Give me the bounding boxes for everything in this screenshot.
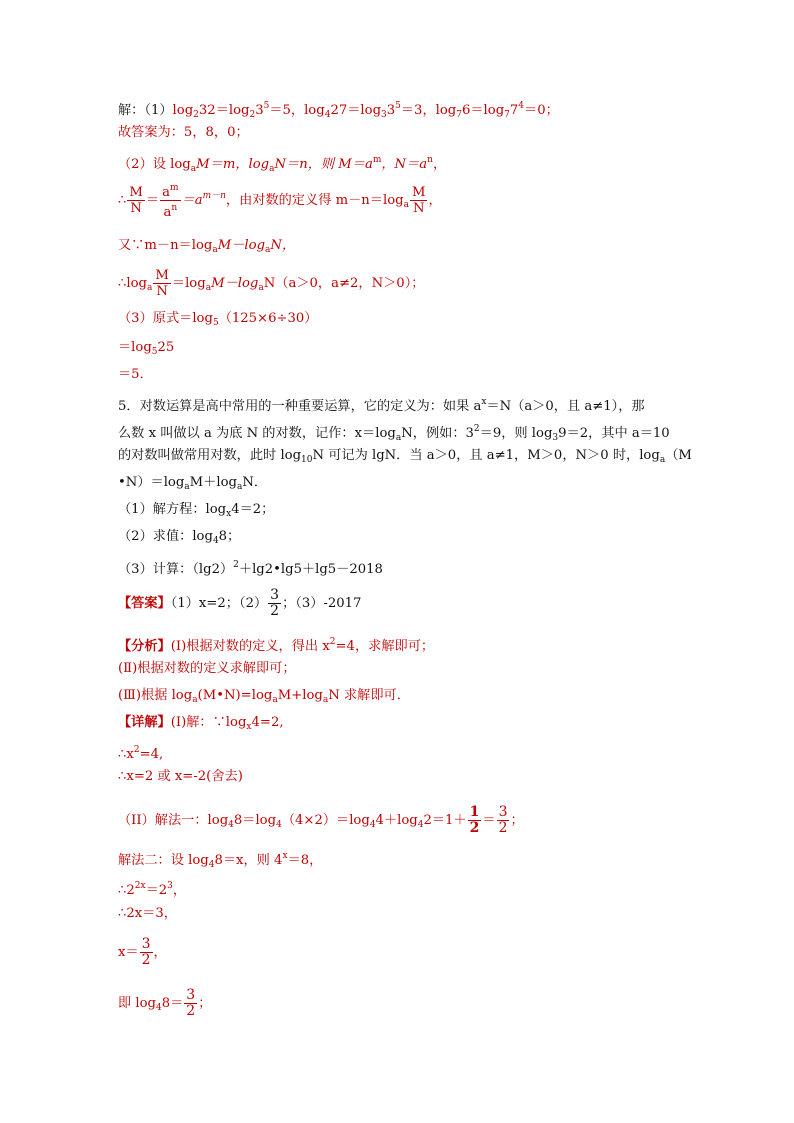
fraction-m-over-n-2: $\frac{M}{N}$ [411, 185, 426, 216]
solution-part1-line: 解：$(1)\log_232=\log_23^5=5$，$\log_427=\log_33^5=3$，$\log_76=\log_77^4=0$； [118, 101, 559, 120]
fraction-m-over-n: $\frac{M}{N}$ [129, 185, 143, 216]
fraction-three-halves-3: $\frac{3}{2}$ [141, 936, 151, 968]
fraction-three-halves-2: $\frac{3}{2}$ [498, 804, 508, 836]
fraction-one-half: $\frac{1}{2}$ [469, 804, 480, 836]
analysis-line3: (Ⅲ)根据 $\log_a(M•N)=\log_aM+\log_aN$ 求解即可． [118, 688, 410, 705]
fraction-m-over-n-3: $\frac{M}{N}$ [155, 268, 169, 299]
detail-line7: ∴2x＝3， [118, 906, 177, 921]
problem5-line2: 么数 x 叫做以 a 为底 N 的对数，记作：$x=\log_aN$，例如：$3^2=9$，则 $\log_39=2$，其中 a＝10 [118, 424, 670, 443]
detail-line8: x＝ $\frac{3}{2}$ ， [118, 936, 167, 968]
also-line: 又$\because m-n=\log_aM-\log_aN$， [118, 238, 296, 255]
equals-line-2: ＝5． [118, 367, 153, 382]
analysis-tag: 【分析】 [118, 639, 171, 654]
solution-part2-line: （2）设 $\log_aM=m$，$\log_aN=n$，则 $M=a^m$，$N=a^n$， [118, 155, 447, 174]
answer-summary-line: 故答案为：5，8，0； [118, 125, 249, 140]
detail-tag: 【详解】 [118, 715, 171, 730]
problem5-question3: （3）计算：$(\lg 2)^2+\lg 2•\lg 5+\lg 5-2018$ [118, 560, 383, 577]
detail-method1-line: （II）解法一：$\log_48=\log_4(4\times 2)=\log_44+\log_42=1+$ $\frac{1}{2}$ ＝ $\frac{3}{2}$ ； [118, 804, 524, 836]
therefore-fraction-line: ∴ $\frac{M}{N}$ ＝ $\frac{a^m}{a^n}$ $=a^{m-n}$，由对数的定义得 $m-n=\log_a$ $\frac{M}{N}$ ， [118, 183, 442, 220]
fraction-three-halves: $\frac{3}{2}$ [270, 587, 280, 619]
fraction-am-over-an: $\frac{a^m}{a^n}$ [162, 183, 179, 220]
solution-part3-line: （3）原式$=\log_5(125\times 6\div 30)$ [118, 311, 318, 328]
analysis-line2: (Ⅱ)根据对数的定义求解即可； [118, 661, 296, 676]
detail-line9: 即 $\log_48=$ $\frac{3}{2}$ ； [118, 987, 212, 1019]
detail-line6: $\therefore 2^{2x}=2^3$， [118, 881, 187, 898]
problem5-line4: $•N)=\log_aM+\log_aN$． [118, 475, 268, 492]
analysis-line1: 【分析】(I)根据对数的定义，得出 $x^2=4$，求解即可； [118, 637, 435, 654]
answer-tag: 【答案】 [118, 596, 171, 611]
therefore-log-quotient-line: $\therefore\log_a$ $\frac{M}{N}$ $=\log_aM-\log_aN(a>0$，a≠2，N＞0）； [118, 268, 425, 299]
detail-method2-line: 解法二：设 $\log_48=x$，则 $4^x=8$， [118, 851, 323, 870]
answer-line: 【答案】（1）x=2；（2） $\frac{3}{2}$ ；（3）-2017 [118, 587, 362, 619]
detail-line3: ∴x=2 或 x=-2(舍去) [118, 769, 243, 784]
fraction-three-halves-4: $\frac{3}{2}$ [186, 987, 196, 1019]
problem5-line3: 的对数叫做常用对数，此时 $\log_{10}N$ 可记为 lgN．当 a＞0，且 a≠1，M＞0，N＞0 时，$\log_a(M$ [118, 448, 692, 465]
detail-line1: 【详解】(I)解：$\because\log_x4=2$, [118, 715, 284, 732]
problem5-line1: 5．对数运算是高中常用的一种重要运算，它的定义为：如果 $a^x=N(a>0$，且 a≠1），那 [118, 397, 645, 414]
equals-line-1: $=\log_525$ [118, 340, 175, 357]
problem5-question1: （1）解方程：$\log_x4=2$； [118, 502, 275, 519]
problem5-question2: （2）求值：$\log_48$； [118, 529, 241, 546]
detail-line2: $\therefore x^2=4$, [118, 745, 164, 762]
